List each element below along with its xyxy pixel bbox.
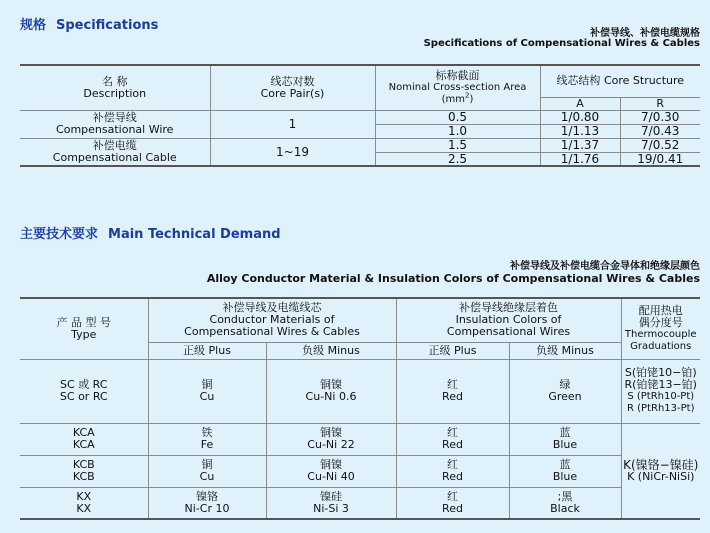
spec-col-area: 标称截面 Nominal Cross-section Area $(mm^2)$ xyxy=(375,65,540,110)
spec-col-a: A xyxy=(540,97,620,110)
graduation-k-cell: K(镍铬−镍硅) K (NiCr-NiSi) xyxy=(621,423,700,519)
ins-plus-cell: 红 Red xyxy=(396,359,509,423)
cond-plus-cell: 铜 Cu xyxy=(148,455,266,487)
ins-minus-cell: 绿 Green xyxy=(509,359,621,423)
spec-col-description: 名 称 Description xyxy=(20,65,210,110)
cond-plus-cell: 铜 Cu xyxy=(148,359,266,423)
demand-right-title-zh: 补偿导线及补偿电缆合金导体和绝缘层颜色 xyxy=(510,261,700,272)
spec-section-title xyxy=(20,14,158,33)
graduation-s-cell: S(铂铑10−铂) R(铂铑13−铂) S (PtRh10-Pt) R (PtRh13-Pt) xyxy=(621,359,700,423)
type-cell: KCB KCB xyxy=(20,455,148,487)
spec-name-cell: 补偿电缆 Compensational Cable xyxy=(20,138,210,166)
demand-col-type: 产 品 型 号 Type xyxy=(20,298,148,359)
table-row xyxy=(20,110,700,124)
spec-col-core-pairs: 线芯对数 Core Pair(s) xyxy=(210,65,375,110)
spec-col-r: R xyxy=(620,97,700,110)
demand-col-cond-minus: 负级 Minus xyxy=(266,342,396,359)
table-row xyxy=(20,455,700,487)
type-cell: KCA KCA xyxy=(20,423,148,455)
spec-a-cell: 1/1.76 xyxy=(540,152,620,166)
spec-table xyxy=(20,64,700,167)
demand-title-zh: 主要技术要求 xyxy=(20,227,99,242)
table-row xyxy=(20,359,700,423)
table-row xyxy=(20,423,700,455)
ins-minus-cell: 蓝 Blue xyxy=(509,455,621,487)
demand-right-title-en: Alloy Conductor Material & Insulation Colors of Compensational Wires & Cables xyxy=(206,272,700,285)
spec-right-title-en: Specifications of Compensational Wires & Cables xyxy=(423,38,700,49)
demand-col-ins-minus: 负级 Minus xyxy=(509,342,621,359)
demand-col-thermocouple: 配用热电 偶分度号 Thermocouple Graduations xyxy=(621,298,700,359)
cond-minus-cell: 铜镍 Cu-Ni 40 xyxy=(266,455,396,487)
table-row xyxy=(20,487,700,519)
cond-minus-cell: 镍硅 Ni-Si 3 xyxy=(266,487,396,519)
ins-minus-cell: ;黑 Black xyxy=(509,487,621,519)
ins-plus-cell: 红 Red xyxy=(396,423,509,455)
spec-title-zh: 规格 xyxy=(20,18,47,33)
spec-pairs-cell: 1 xyxy=(210,110,375,138)
type-cell: KX KX xyxy=(20,487,148,519)
spec-col-structure: 线芯结构 Core Structure xyxy=(540,65,700,97)
spec-pairs-cell: 1~19 xyxy=(210,138,375,166)
spec-r-cell: 7/0.52 xyxy=(620,138,700,152)
spec-a-cell: 1/0.80 xyxy=(540,110,620,124)
spec-area-cell: 0.5 xyxy=(375,110,540,124)
spec-a-cell: 1/1.37 xyxy=(540,138,620,152)
spec-r-cell: 7/0.30 xyxy=(620,110,700,124)
ins-plus-cell: 红 Red xyxy=(396,455,509,487)
demand-col-conductor: 补偿导线及电缆线芯 Conductor Materials of Compensational Wires & Cables xyxy=(148,298,396,342)
demand-section-title xyxy=(20,223,281,242)
demand-col-cond-plus: 正级 Plus xyxy=(148,342,266,359)
cond-plus-cell: 镍铬 Ni-Cr 10 xyxy=(148,487,266,519)
demand-col-ins-plus: 正级 Plus xyxy=(396,342,509,359)
demand-table xyxy=(20,297,700,520)
spec-a-cell: 1/1.13 xyxy=(540,124,620,138)
spec-area-cell: 1.0 xyxy=(375,124,540,138)
spec-header-row xyxy=(20,65,700,97)
demand-col-insulation: 补偿导线绝缘层着色 Insulation Colors of Compensational Wires xyxy=(396,298,621,342)
cond-minus-cell: 铜镍 Cu-Ni 0.6 xyxy=(266,359,396,423)
spec-area-cell: 2.5 xyxy=(375,152,540,166)
spec-r-cell: 19/0.41 xyxy=(620,152,700,166)
spec-name-cell: 补偿导线 Compensational Wire xyxy=(20,110,210,138)
ins-minus-cell: 蓝 Blue xyxy=(509,423,621,455)
spec-area-cell: 1.5 xyxy=(375,138,540,152)
cond-minus-cell: 铜镍 Cu-Ni 22 xyxy=(266,423,396,455)
ins-plus-cell: 红 Red xyxy=(396,487,509,519)
table-row xyxy=(20,138,700,152)
cond-plus-cell: 铁 Fe xyxy=(148,423,266,455)
type-cell: SC 或 RC SC or RC xyxy=(20,359,148,423)
spec-r-cell: 7/0.43 xyxy=(620,124,700,138)
spec-title-en: Specifications xyxy=(56,18,159,33)
spec-right-title-zh: 补偿导线、补偿电缆规格 xyxy=(590,28,700,39)
demand-title-en: Main Technical Demand xyxy=(108,227,281,242)
demand-header-row xyxy=(20,298,700,342)
